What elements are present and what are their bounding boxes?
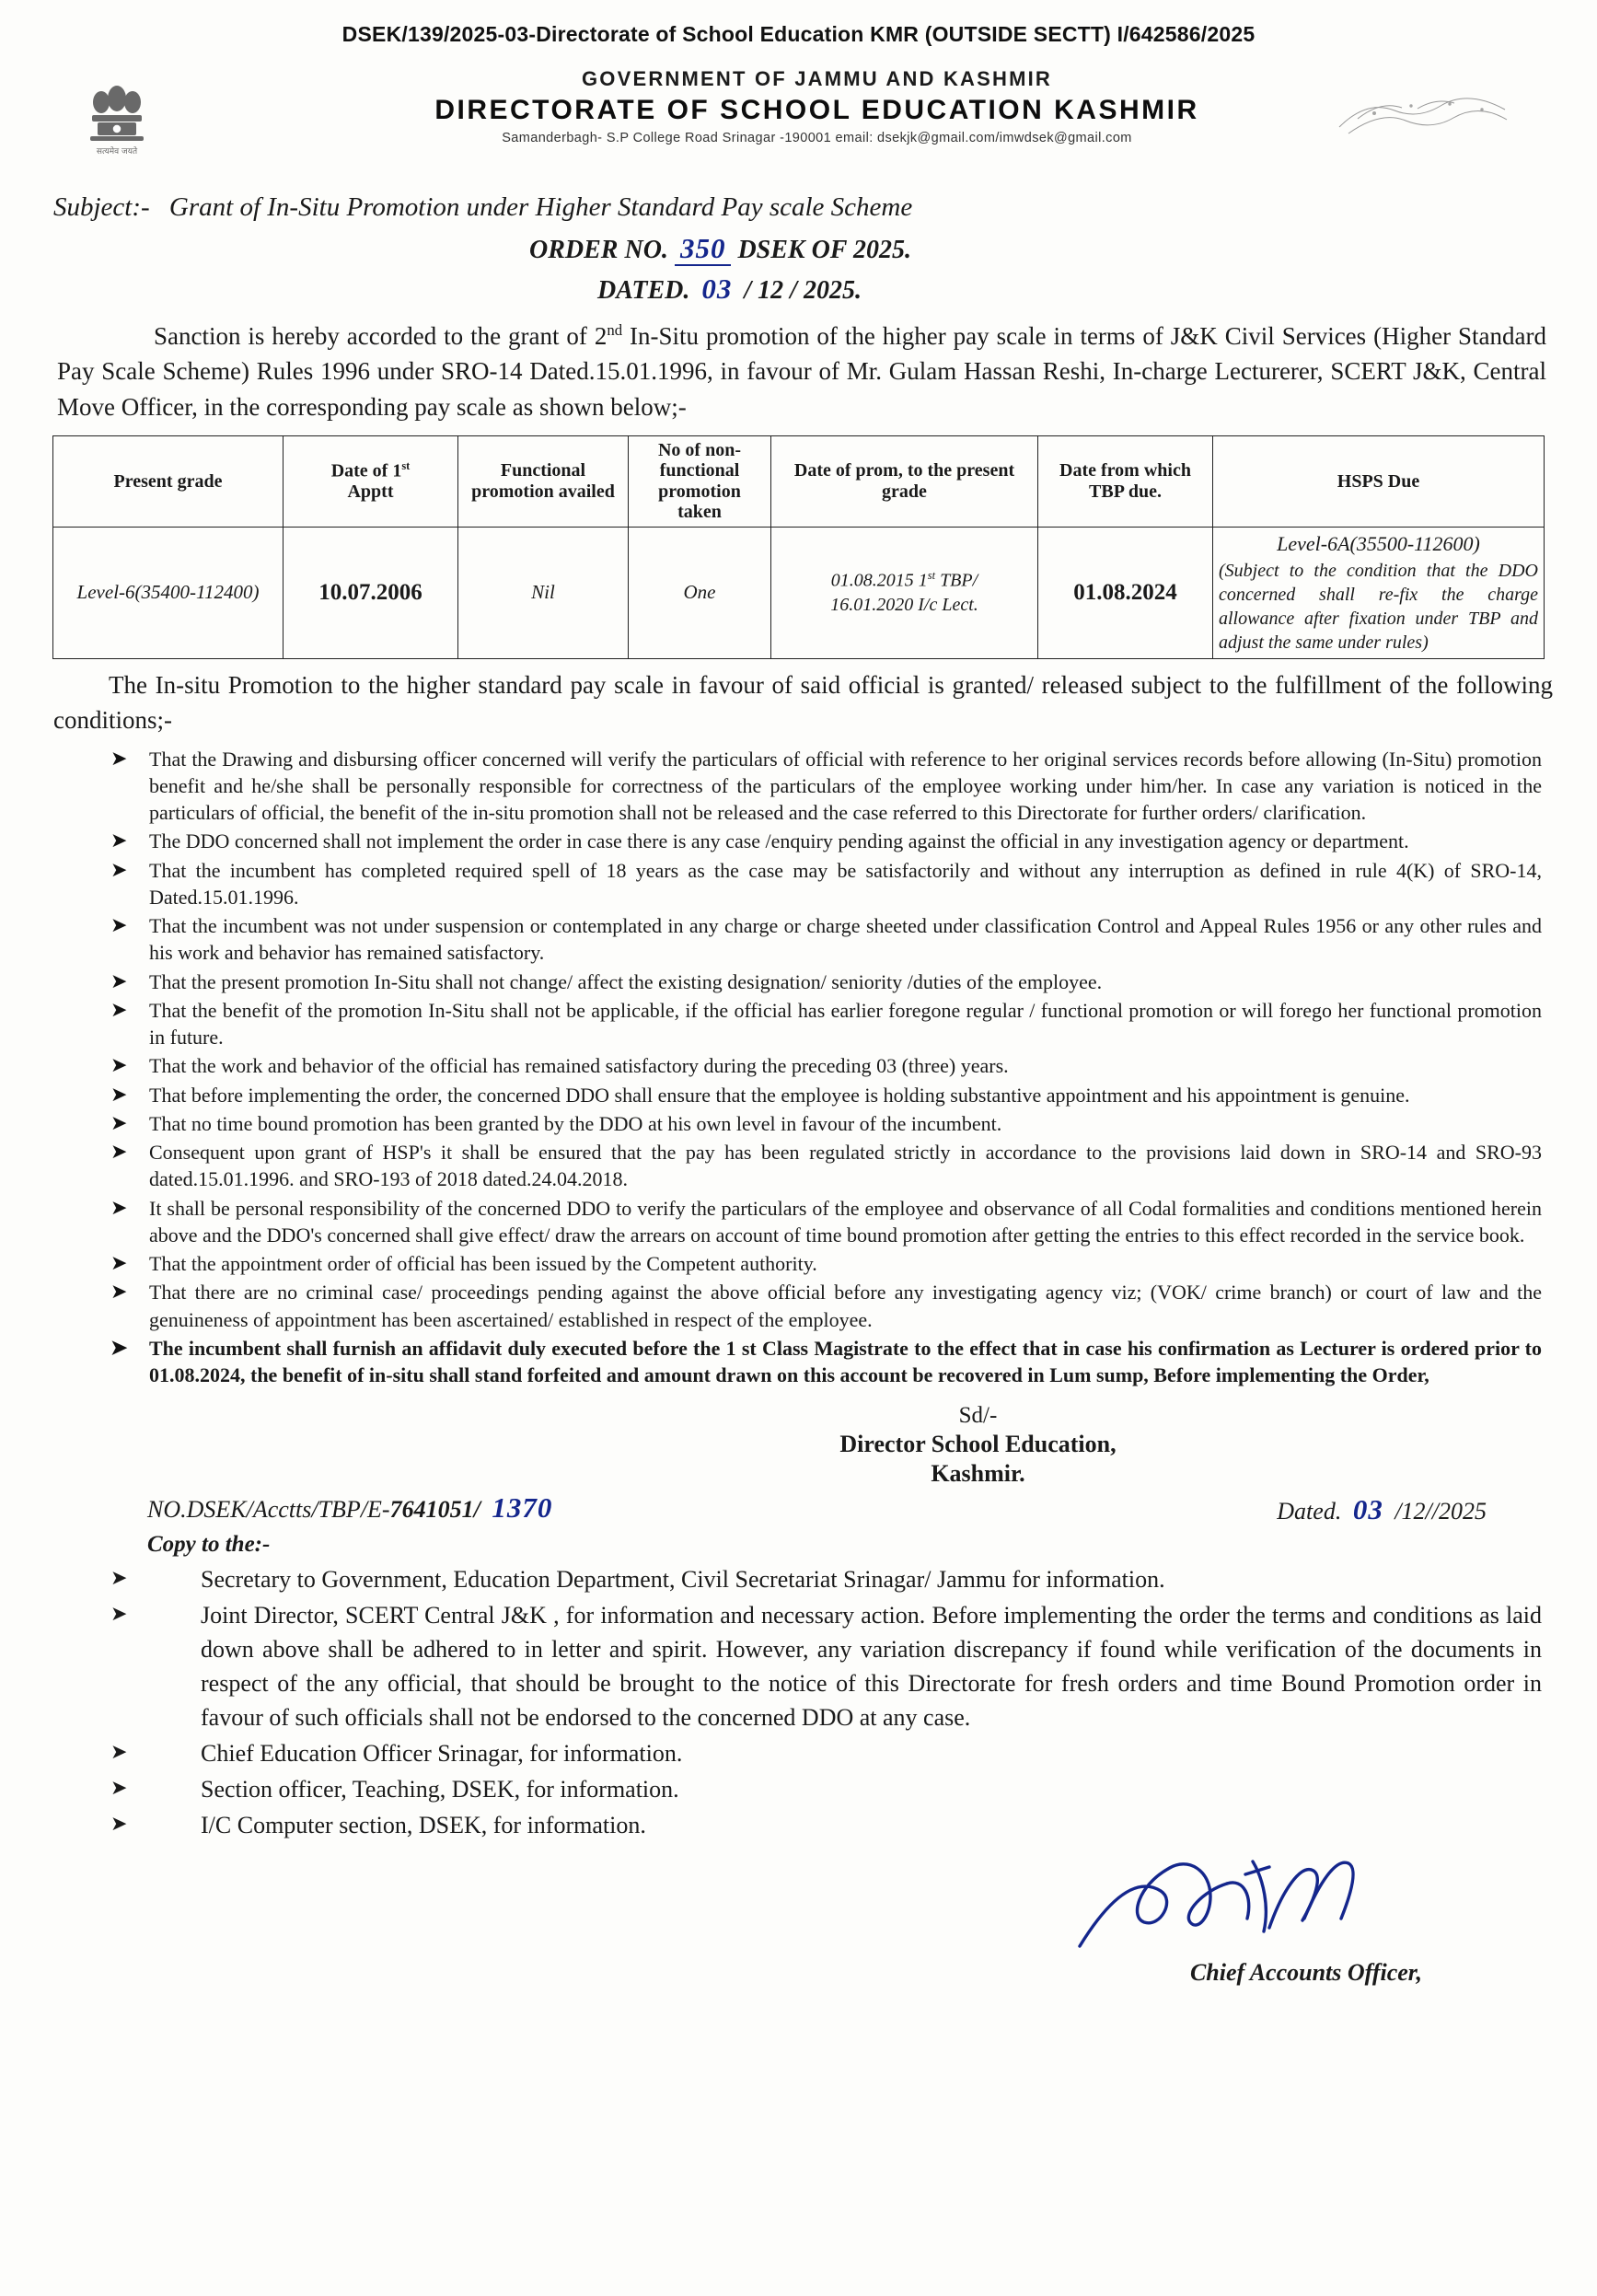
signatory-place: Kashmir. [931,1460,1025,1488]
date-slash-2: / [790,276,797,305]
order-suffix: DSEK OF 2025. [737,236,911,264]
signature-block [0,1403,1597,1488]
prom-date-sup: st [927,568,936,582]
list-item [110,1599,1542,1735]
list-item [110,1110,1542,1137]
condition-text: Consequent upon grant of HSP's it shall be ensured that the pay has been regulated strictly in accordance to the provisions laid down in SRO-14 and SRO-93 dated.15.01.1996. and SRO-193 of 2018 dated.24.04.2018. [149,1141,1542,1191]
bullet-arrow-icon: ➤ [110,1082,128,1106]
bullet-arrow-icon: ➤ [110,1566,128,1590]
hsps-level: Level-6A(35500-112600) [1277,531,1480,555]
cell-present-grade: Level-6(35400-112400) [53,527,284,659]
bullet-arrow-icon: ➤ [110,1335,128,1359]
copy-item-text: I/C Computer section, DSEK, for information. [201,1811,646,1838]
endorsement-no-prefix: NO.DSEK/Acctts/TBP/E- [147,1496,390,1524]
dated-label: DATED. [597,276,690,305]
condition-text: That the incumbent was not under suspension or contemplated in any charge or charge sheeted under classification Control and Appeal Rules 1956 or any other rules and his work and behavior has remained satisfactory. [149,914,1542,965]
prom-date-part3: 16.01.2020 I/c Lect. [830,595,978,616]
subject-text: Grant of In-Situ Promotion under Higher Standard Pay scale Scheme [168,192,913,222]
dated-day-handwritten: 03 [701,273,733,305]
condition-text: That there are no criminal case/ proceedings pending against the above official before any investigating agency viz; (VOK/ crime branch) or court of law and the genuineness of appointment has been ascertained/ established in respect of the employee. [149,1281,1542,1331]
copy-item-text: Chief Education Officer Srinagar, for information. [201,1740,683,1768]
date-slash-1: / [744,276,752,305]
condition-text: The DDO concerned shall not implement the order in case there is any case /enquiry pending against the official in any investigation agency or department. [149,829,1409,853]
list-item [110,997,1542,1051]
list-item [110,912,1542,967]
order-date-line [0,273,1597,306]
handwritten-signature-icon [1072,1843,1367,1954]
address-line: Samanderbagh- S.P College Road Srinagar -190001 email: dsekjk@gmail.com/imwdsek@gmail.com [502,131,1132,145]
sanction-part1: Sanction is hereby accorded to the grant of 2 [154,322,608,350]
condition-text: That no time bound promotion has been granted by the DDO at his own level in favour of the incumbent. [149,1111,1002,1135]
dated-month: 12 [758,276,784,305]
endorsement-dated [1277,1493,1487,1526]
bullet-arrow-icon: ➤ [110,1811,128,1835]
list-item [110,857,1542,911]
list-item [110,968,1542,995]
sanction-paragraph [0,319,1597,424]
bullet-arrow-icon: ➤ [110,1602,128,1626]
th-apptt-main: Date of 1 [330,460,402,481]
list-item [110,1250,1542,1277]
bullet-arrow-icon: ➤ [110,1195,128,1219]
table-header-row [53,435,1545,527]
letterhead [0,67,1597,168]
cell-non-functional-promotion: One [629,527,771,659]
condition-text: That the appointment order of official has been issued by the Competent authority. [149,1252,817,1276]
svg-text:सत्यमेव जयते: सत्यमेव जयते [96,147,138,157]
office-seal-icon [1330,76,1514,150]
order-number-handwritten: 350 [675,232,732,266]
sd-line: Sd/- [958,1403,998,1429]
bullet-arrow-icon: ➤ [110,1251,128,1275]
bullet-arrow-icon: ➤ [110,829,128,852]
after-table-paragraph [0,668,1597,738]
government-title: GOVERNMENT OF JAMMU AND KASHMIR [581,67,1053,90]
condition-text: That the Drawing and disbursing officer concerned will verify the particulars of official with reference to her original services records before allowing (In-Situ) promotion benefit and he/she shall be personally responsible for correctness of the particulars of the employee working under him/her. In case any variation is noticed in the particulars of official, the benefit of the in-situ promotion shall not be released and the case referred to this Directorate for further orders/ clarification. [149,747,1542,825]
list-item [110,1335,1542,1389]
cell-date-tbp-due: 01.08.2024 [1038,527,1213,659]
list-item [110,1809,1542,1843]
list-item [110,828,1542,854]
bullet-arrow-icon: ➤ [110,857,128,881]
th-date-tbp-due: Date from which TBP due. [1038,435,1213,527]
endorsement-dated-rest: /12//2025 [1394,1498,1487,1525]
list-item [110,1563,1542,1597]
endorsement-no-number: 7641051/ [389,1496,480,1524]
th-date-first-apptt [284,435,458,527]
list-item [110,1773,1542,1807]
prom-date-part2: TBP/ [935,570,978,591]
copy-item-text: Section officer, Teaching, DSEK, for information. [201,1775,679,1803]
order-prefix: ORDER NO. [529,236,668,264]
endorsement-dated-handwritten: 03 [1352,1493,1383,1526]
condition-text: That the present promotion In-Situ shall not change/ affect the existing designation/ seniority /duties of the employee. [149,969,1103,993]
cell-hsps-due [1213,527,1545,659]
th-date-prom-present-grade: Date of prom, to the present grade [771,435,1038,527]
endorsement-handwritten-number: 1370 [492,1491,553,1525]
th-apptt-second: Apptt [347,481,394,503]
th-non-functional-promotion: No of non-functional promotion taken [629,435,771,527]
footer-signature-title: Chief Accounts Officer, [1189,1958,1422,1986]
copy-to-label: Copy to the:- [147,1532,271,1558]
copy-item-text: Secretary to Government, Education Department, Civil Secretariat Srinagar/ Jammu for information. [201,1566,1165,1594]
th-functional-promotion: Functional promotion availed [458,435,629,527]
list-item [110,746,1542,827]
subject-label: Subject:- [53,192,150,222]
condition-text: It shall be personal responsibility of the concerned DDO to verify the particulars of the employee and observance of all Codal formalities and conditions mentioned herein above and the DDO's concerned shall give effect/ draw the arrears on account of time bound promotion after getting the entries to this effect recorded in the service book. [149,1196,1542,1247]
bullet-arrow-icon: ➤ [110,1140,128,1164]
grade-details-table [52,435,1545,659]
subject-row [0,192,1597,223]
cell-date-first-apptt: 10.07.2006 [284,527,458,659]
condition-text: That the benefit of the promotion In-Situ shall not be applicable, if the official has earlier foregone regular / functional promotion or will forego her functional promotion in future. [149,998,1542,1049]
bullet-arrow-icon: ➤ [110,997,128,1021]
order-number-line [0,232,1597,265]
conditions-list [0,746,1597,1389]
after-table-text: The In-situ Promotion to the higher standard pay scale in favour of said official is granted/ released subject to the fulfillment of the following conditions;- [53,671,1553,734]
condition-text: That before implementing the order, the concerned DDO shall ensure that the employee is holding substantive appointment and his appointment is genuine. [149,1083,1410,1107]
signatory-name: Director School Education, [839,1431,1117,1458]
bullet-arrow-icon: ➤ [110,1740,128,1764]
cell-date-prom-present-grade [771,527,1038,659]
list-item [110,1052,1542,1079]
sanction-part2: In-Situ promotion of the higher pay scale in terms of J&K Civil Services (Higher Standard Pay Scale Scheme) Rules 1996 under SRO-14 Dated.15.01.1996, in favour of Mr. Gulam Hassan Reshi, In-charge Lecturerer, SCERT J&K, Central Move Officer, in the corresponding pay scale as shown below;- [57,322,1546,421]
copy-item-text: Joint Director, SCERT Central J&K , for information and necessary action. Before implementing the order the terms and conditions as laid down above shall be adhered to in letter and spirit. However, any variation discrepancy if found while verification of the documents in respect of the any official, that should be brought to the notice of this Directorate for fresh orders and time Bound Promotion order in favour of such officials shall not be endorsed to the concerned DDO at any case. [201,1602,1542,1732]
sanction-ordinal-sup: nd [607,321,623,339]
cell-functional-promotion: Nil [458,527,629,659]
directorate-title: DIRECTORATE OF SCHOOL EDUCATION KASHMIR [434,95,1199,125]
condition-text: The incumbent shall furnish an affidavit duly executed before the 1 st Class Magistrate to the effect that in case his confirmation as Lecturer is ordered prior to 01.08.2024, the benefit of in-situ shall stand forfeited and amount drawn on this account be recovered in Lum sump, Before implementing the Order, [149,1336,1542,1387]
th-hsps-due: HSPS Due [1213,435,1545,527]
footer-signature-area [0,1852,1597,2000]
list-item [110,1279,1542,1333]
th-present-grade: Present grade [53,435,284,527]
table-row [53,527,1545,659]
copy-to-list [0,1563,1597,1842]
endorsement-number-row [0,1491,1597,1525]
list-item [110,1737,1542,1771]
dated-year: 2025. [803,276,862,305]
prom-date-part1: 01.08.2015 1 [830,570,928,591]
bullet-arrow-icon: ➤ [110,1053,128,1077]
list-item [110,1139,1542,1193]
bullet-arrow-icon: ➤ [110,968,128,992]
list-item [110,1082,1542,1108]
document-reference-header: DSEK/139/2025-03-Directorate of School Education KMR (OUTSIDE SECTT) I/642586/2025 [341,22,1256,46]
th-apptt-sup: st [401,459,411,473]
bullet-arrow-icon: ➤ [110,1110,128,1134]
endorsement-dated-label: Dated. [1277,1498,1342,1525]
national-emblem-icon [64,69,170,166]
hsps-condition: (Subject to the condition that the DDO concerned shall re-fix the charge allowance after fixation under TBP and adjust the same under rules) [1219,561,1538,654]
bullet-arrow-icon: ➤ [110,746,128,770]
condition-text: That the work and behavior of the official has remained satisfactory during the preceding 03 (three) years. [149,1054,1009,1078]
bullet-arrow-icon: ➤ [110,913,128,937]
list-item [110,1195,1542,1249]
bullet-arrow-icon: ➤ [110,1280,128,1304]
bullet-arrow-icon: ➤ [110,1775,128,1799]
condition-text: That the incumbent has completed required spell of 18 years as the case may be satisfactorily and without any interruption as defined in rule 4(K) of SRO-14, Dated.15.01.1996. [149,858,1542,909]
